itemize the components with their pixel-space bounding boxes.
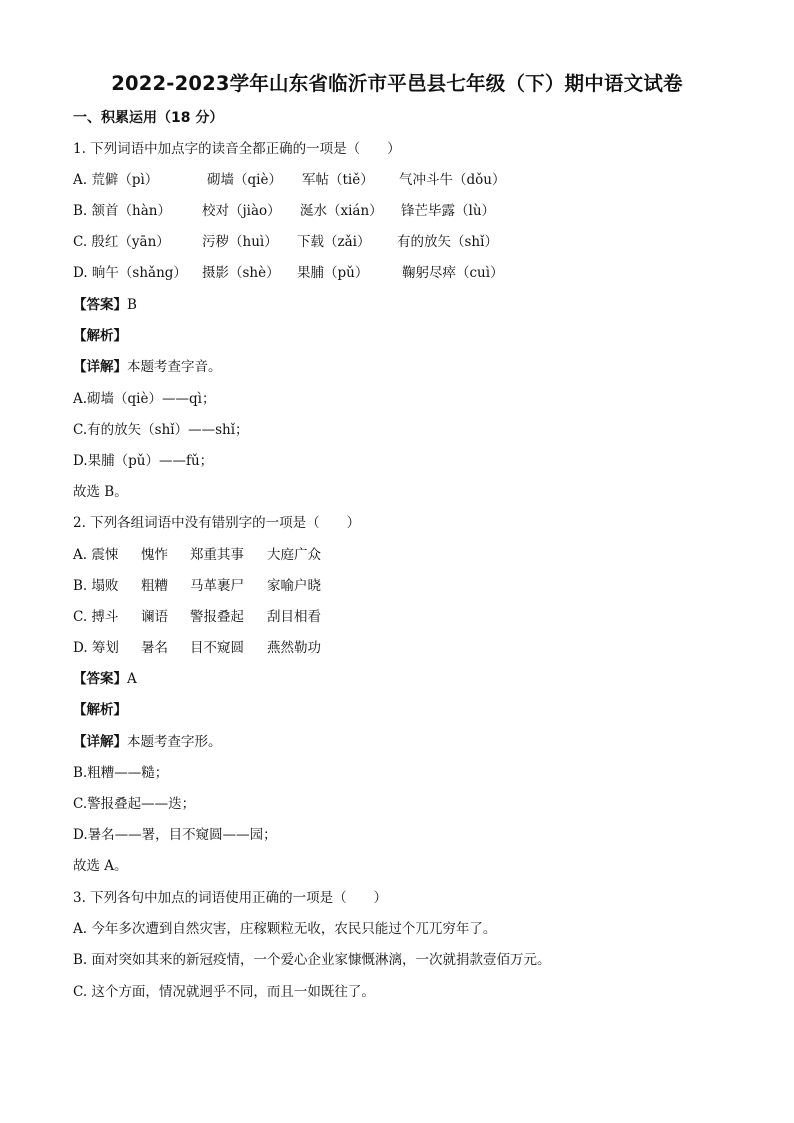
q1-option-c-part: 下载（zǎi） (297, 234, 371, 250)
q1-explanation: D.果脯（pǔ）——fǔ； (73, 453, 214, 469)
q1-option-d-part: 鞠躬尽瘁（cuì） (402, 265, 504, 281)
section-heading: 一、积累运用（18 分） (73, 110, 224, 126)
q2-option-a-part: A. 震悚 (73, 547, 119, 563)
q2-conclusion: 故选 A。 (73, 858, 128, 874)
q1-option-b-part: 锋芒毕露（lù） (401, 203, 496, 219)
answer-tag: 【答案】 (73, 671, 127, 687)
q1-option-a-part: 砌墙（qiè） (207, 172, 282, 188)
q1-option-c-part: 污秽（huì） (202, 234, 278, 250)
q1-option-d-part: 果脯（pǔ） (297, 265, 369, 281)
q2-explanation: C.警报叠起——迭； (73, 796, 196, 812)
q2-option-b-part: 粗糟 (141, 578, 168, 594)
q3-option-b: B. 面对突如其来的新冠疫情，一个爱心企业家慷慨淋漓，一次就捐款壹佰万元。 (73, 952, 551, 968)
q3-option-a: A. 今年多次遭到自然灾害，庄稼颗粒无收，农民只能过个兀兀穷年了。 (73, 921, 497, 937)
q1-explanation: A.砌墙（qiè）——qì； (73, 391, 216, 407)
q1-option-a-part: 气冲斗牛（dǒu） (399, 172, 506, 188)
question-3-stem: 3. 下列各句中加点的词语使用正确的一项是（ ） (73, 890, 388, 906)
q1-analysis-tag: 【解析】 (73, 328, 127, 344)
question-2-stem: 2. 下列各组词语中没有错别字的一项是（ ） (73, 515, 361, 531)
q1-option-b-part: B. 颔首（hàn） (73, 203, 171, 219)
q2-option-c-part: 刮目相看 (267, 609, 321, 625)
q1-option-c-part: C. 殷红（yān） (73, 234, 170, 250)
question-1-stem: 1. 下列词语中加点字的读音全都正确的一项是（ ） (73, 141, 401, 157)
q1-option-b-part: 涎水（xián） (300, 203, 383, 219)
answer-tag: 【答案】 (73, 297, 127, 313)
q2-option-d-part: 目不窥圆 (190, 640, 244, 656)
q2-option-b-part: 家喻户晓 (267, 578, 321, 594)
q1-option-d-part: D. 晌午（shǎng） (73, 265, 187, 281)
q1-option-b-part: 校对（jiào） (202, 203, 281, 219)
q1-conclusion: 故选 B。 (73, 484, 128, 500)
q2-explanation: B.粗糟——糙； (73, 765, 169, 781)
q1-answer (73, 295, 137, 315)
q2-detail (73, 732, 222, 752)
q1-detail (73, 357, 222, 377)
q2-explanation: D.暑名——署，目不窥圆——园； (73, 827, 277, 843)
q1-option-d-part: 摄影（shè） (202, 265, 280, 281)
detail-tag: 【详解】 (73, 734, 127, 750)
q2-option-c-part: 警报叠起 (190, 609, 244, 625)
q1-option-c-part: 有的放矢（shǐ） (397, 234, 498, 250)
detail-text: 本题考查字形。 (127, 734, 222, 750)
q2-option-d-part: D. 筹划 (73, 640, 119, 656)
q2-option-a-part: 郑重其事 (190, 547, 244, 563)
q1-explanation: C.有的放矢（shǐ）——shǐ； (73, 422, 249, 438)
q2-option-c-part: C. 搏斗 (73, 609, 119, 625)
q2-answer (73, 669, 137, 689)
q2-option-b-part: B. 塌败 (73, 578, 119, 594)
answer-value: A (127, 671, 137, 687)
q2-option-a-part: 大庭广众 (267, 547, 321, 563)
q2-option-d-part: 暑名 (141, 640, 168, 656)
page-title: 2022-2023学年山东省临沂市平邑县七年级（下）期中语文试卷 (111, 72, 683, 95)
q2-analysis-tag: 【解析】 (73, 702, 127, 718)
answer-value: B (127, 297, 137, 313)
q2-option-c-part: 谰语 (141, 609, 168, 625)
q1-option-a-part: A. 荒僻（pì） (73, 172, 159, 188)
q2-option-b-part: 马革裹尸 (190, 578, 244, 594)
q1-option-a-part: 军帖（tiě） (302, 172, 374, 188)
q3-option-c: C. 这个方面，情况就迥乎不同，而且一如既往了。 (73, 984, 375, 1000)
detail-text: 本题考查字音。 (127, 359, 222, 375)
detail-tag: 【详解】 (73, 359, 127, 375)
q2-option-a-part: 愧怍 (141, 547, 168, 563)
q2-option-d-part: 燕然勒功 (267, 640, 321, 656)
